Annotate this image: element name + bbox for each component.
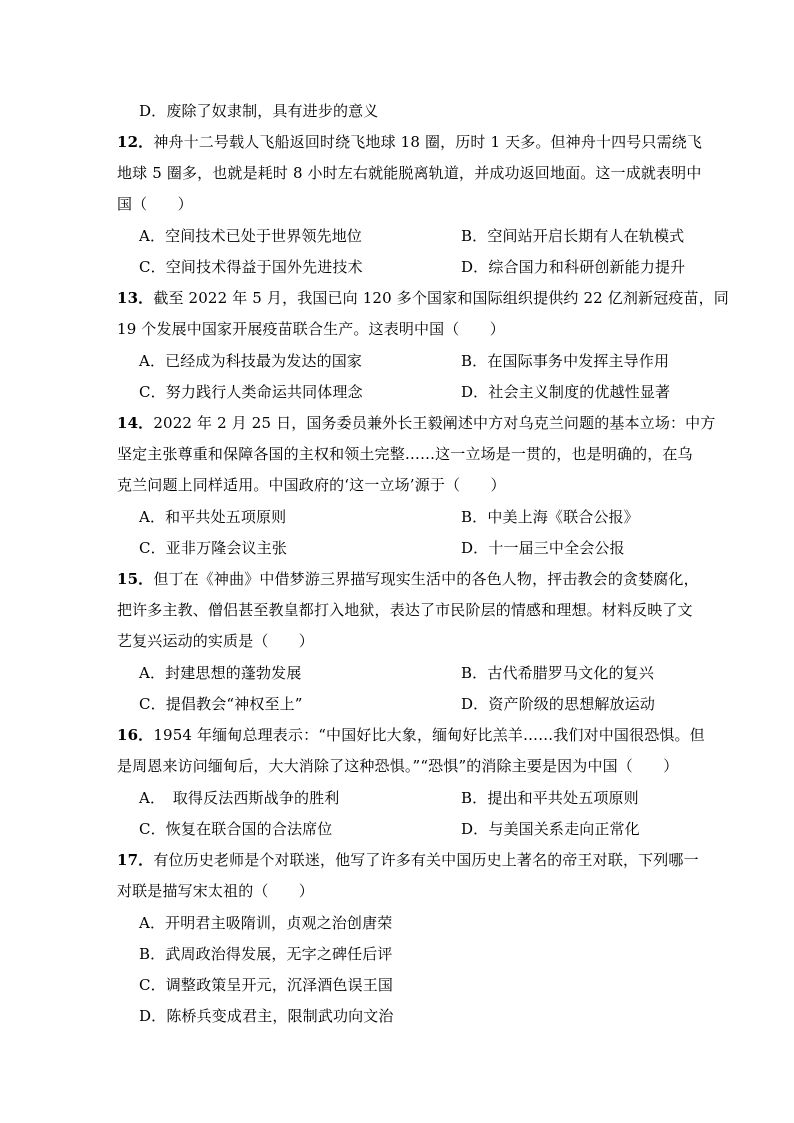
q15-stem-line-2: 把许多主教、僧侣甚至教皇都打入地狱，表达了市民阶层的情感和理想。材料反映了文 — [117, 601, 693, 619]
q14-stem-text-1: 2022 年 2 月 25 日，国务委员兼外长王毅阐述中方对乌克兰问题的基本立场：中方 — [153, 414, 716, 432]
q17-option-a: A．开明君主吸隋训，贞观之治创唐荣 — [139, 914, 393, 932]
q16-option-c: C．恢复在联合国的合法席位 — [139, 820, 333, 838]
q12-option-b: B．空间站开启长期有人在轨模式 — [461, 227, 685, 245]
q13-stem-line-1 — [117, 288, 729, 308]
q13-stem-line-2: 19 个发展中国家开展疫苗联合生产。这表明中国（ ） — [117, 320, 505, 338]
q11-option-d: D．废除了奴隶制，具有进步的意义 — [139, 102, 379, 120]
q13-option-b: B．在国际事务中发挥主导作用 — [461, 352, 670, 370]
q14-number: 14． — [117, 414, 154, 432]
q12-stem-line-2: 地球 5 圈多，也就是耗时 8 小时左右就能脱离轨道，并成功返回地面。这一成就表明中 — [117, 164, 702, 182]
q15-option-a: A．封建思想的蓬勃发展 — [139, 664, 302, 682]
q14-option-b: B．中美上海《联合公报》 — [461, 508, 639, 526]
q16-stem-line-2: 是周恩来访问缅甸后，大大消除了这种恐惧。”“恐惧”的消除主要是因为中国（ ） — [117, 757, 679, 775]
q12-option-c: C．空间技术得益于国外先进技术 — [139, 258, 363, 276]
q14-option-c: C．亚非万隆会议主张 — [139, 539, 287, 557]
q17-option-b: B．武周政治得发展，无字之碑任后评 — [139, 945, 393, 963]
q15-option-b: B．古代希腊罗马文化的复兴 — [461, 664, 654, 682]
q12-stem-line-3: 国（ ） — [117, 195, 193, 213]
q12-option-a: A．空间技术已处于世界领先地位 — [139, 227, 363, 245]
q13-option-d: D．社会主义制度的优越性显著 — [461, 383, 671, 401]
q16-option-d: D．与美国关系走向正常化 — [461, 820, 640, 838]
q14-stem-line-1 — [117, 413, 716, 433]
q13-option-c: C．努力践行人类命运共同体理念 — [139, 383, 363, 401]
q14-stem-line-2: 坚定主张尊重和保障各国的主权和领土完整……这一立场是一贯的，也是明确的，在乌 — [117, 445, 693, 463]
q14-option-d: D．十一届三中全会公报 — [461, 539, 625, 557]
q12-stem-line-1 — [117, 132, 703, 152]
q15-option-d: D．资产阶级的思想解放运动 — [461, 695, 655, 713]
q16-option-a: A． 取得反法西斯战争的胜利 — [139, 789, 340, 807]
q14-stem-line-3: 克兰问题上同样适用。中国政府的‘这一立场’源于（ ） — [117, 476, 506, 494]
q17-stem-text-1: 有位历史老师是个对联迷，他写了许多有关中国历史上著名的帝王对联，下列哪一 — [153, 851, 699, 869]
q15-number: 15． — [117, 570, 154, 588]
q16-stem-text-1: 1954 年缅甸总理表示：“中国好比大象，缅甸好比羔羊……我们对中国很恐惧。但 — [153, 726, 705, 744]
q16-stem-line-1 — [117, 725, 705, 745]
q14-option-a: A．和平共处五项原则 — [139, 508, 287, 526]
q16-option-b: B．提出和平共处五项原则 — [461, 789, 639, 807]
q15-option-c: C．提倡教会“神权至上” — [139, 695, 303, 713]
q13-stem-text-1: 截至 2022 年 5 月，我国已向 120 多个国家和国际组织提供约 22 亿剂新冠疫苗，同 — [153, 289, 729, 307]
q16-number: 16． — [117, 726, 154, 744]
q12-option-d: D．综合国力和科研创新能力提升 — [461, 258, 686, 276]
q17-number: 17． — [117, 851, 154, 869]
q15-stem-line-3: 艺复兴运动的实质是（ ） — [117, 632, 314, 650]
q17-option-d: D．陈桥兵变成君主，限制武功向文治 — [139, 1007, 394, 1025]
q13-number: 13． — [117, 289, 154, 307]
q15-stem-line-1 — [117, 569, 699, 589]
q12-number: 12． — [117, 133, 154, 151]
q17-stem-line-2: 对联是描写宋太祖的（ ） — [117, 882, 314, 900]
q15-stem-text-1: 但丁在《神曲》中借梦游三界描写现实生活中的各色人物，抨击教会的贪婪腐化， — [153, 570, 699, 588]
q17-stem-line-1 — [117, 850, 699, 870]
q13-option-a: A．已经成为科技最为发达的国家 — [139, 352, 363, 370]
q12-stem-text-1: 神舟十二号载人飞船返回时绕飞地球 18 圈，历时 1 天多。但神舟十四号只需绕飞 — [153, 133, 703, 151]
q17-option-c: C．调整政策呈开元，沉泽酒色误王国 — [139, 976, 394, 994]
